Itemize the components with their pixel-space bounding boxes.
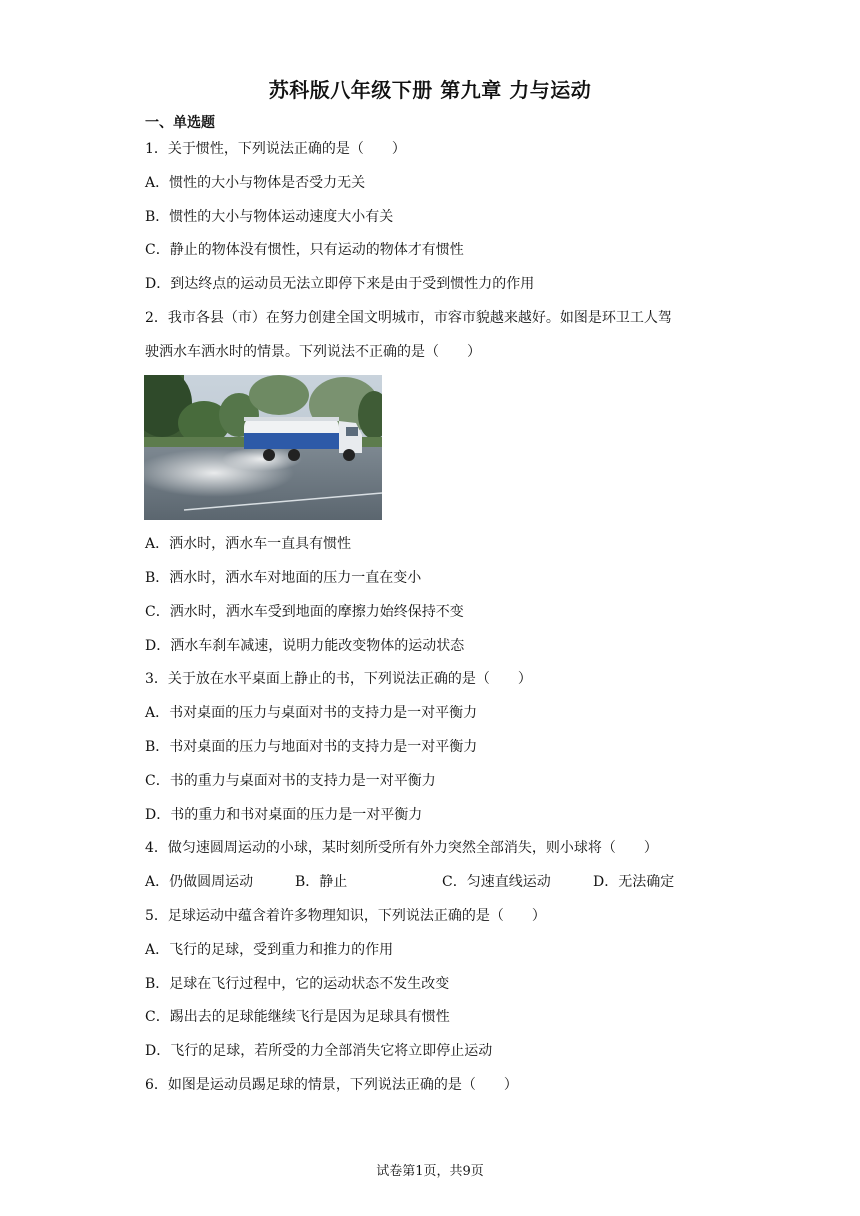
question-3-option-d: D．书的重力和书对桌面的压力是一对平衡力: [145, 807, 423, 823]
question-2-option-b: B．洒水时，洒水车对地面的压力一直在变小: [145, 570, 422, 586]
question-2-option-c: C．洒水时，洒水车受到地面的摩擦力始终保持不变: [145, 604, 464, 620]
question-2-stem-line-2: 驶洒水车洒水时的情景。下列说法不正确的是（ ）: [145, 344, 481, 360]
question-1-option-a: A．惯性的大小与物体是否受力无关: [145, 175, 366, 191]
question-2-stem-line-1: 2．我市各县（市）在努力创建全国文明城市，市容市貌越来越好。如图是环卫工人驾: [145, 310, 672, 326]
question-5-stem: 5．足球运动中蕴含着许多物理知识，下列说法正确的是（ ）: [145, 908, 546, 924]
question-3-option-c: C．书的重力与桌面对书的支持力是一对平衡力: [145, 773, 436, 789]
question-4-option-c: C．匀速直线运动: [442, 874, 551, 890]
question-5-option-c: C．踢出去的足球能继续飞行是因为足球具有惯性: [145, 1009, 450, 1025]
question-4-stem: 4．做匀速圆周运动的小球，某时刻所受所有外力突然全部消失，则小球将（ ）: [145, 840, 658, 856]
question-2-option-a: A．洒水时，洒水车一直具有惯性: [145, 536, 352, 552]
sprinkler-truck-photo: [144, 375, 382, 520]
section-heading: 一、单选题: [145, 115, 215, 131]
page-title: 苏科版八年级下册 第九章 力与运动: [268, 78, 592, 102]
question-5-option-a: A．飞行的足球，受到重力和推力的作用: [145, 942, 394, 958]
page-footer: 试卷第1页，共9页: [376, 1164, 484, 1179]
question-5-option-b: B．足球在飞行过程中，它的运动状态不发生改变: [145, 976, 450, 992]
question-4-option-a: A．仍做圆周运动: [145, 874, 254, 890]
question-1-stem: 1．关于惯性，下列说法正确的是（ ）: [145, 141, 406, 157]
question-5-option-d: D．飞行的足球，若所受的力全部消失它将立即停止运动: [145, 1043, 493, 1059]
question-2-option-d: D．洒水车刹车减速，说明力能改变物体的运动状态: [145, 638, 465, 654]
question-4-option-d: D．无法确定: [593, 874, 675, 890]
question-1-option-b: B．惯性的大小与物体运动速度大小有关: [145, 209, 394, 225]
question-3-option-a: A．书对桌面的压力与桌面对书的支持力是一对平衡力: [145, 705, 478, 721]
question-4-options: [145, 873, 745, 891]
question-3-stem: 3．关于放在水平桌面上静止的书，下列说法正确的是（ ）: [145, 671, 532, 687]
question-1-option-d: D．到达终点的运动员无法立即停下来是由于受到惯性力的作用: [145, 276, 535, 292]
question-4-option-b: B．静止: [295, 874, 348, 890]
question-3-option-b: B．书对桌面的压力与地面对书的支持力是一对平衡力: [145, 739, 478, 755]
question-1-option-c: C．静止的物体没有惯性，只有运动的物体才有惯性: [145, 242, 464, 258]
question-6-stem: 6．如图是运动员踢足球的情景，下列说法正确的是（ ）: [145, 1077, 518, 1093]
